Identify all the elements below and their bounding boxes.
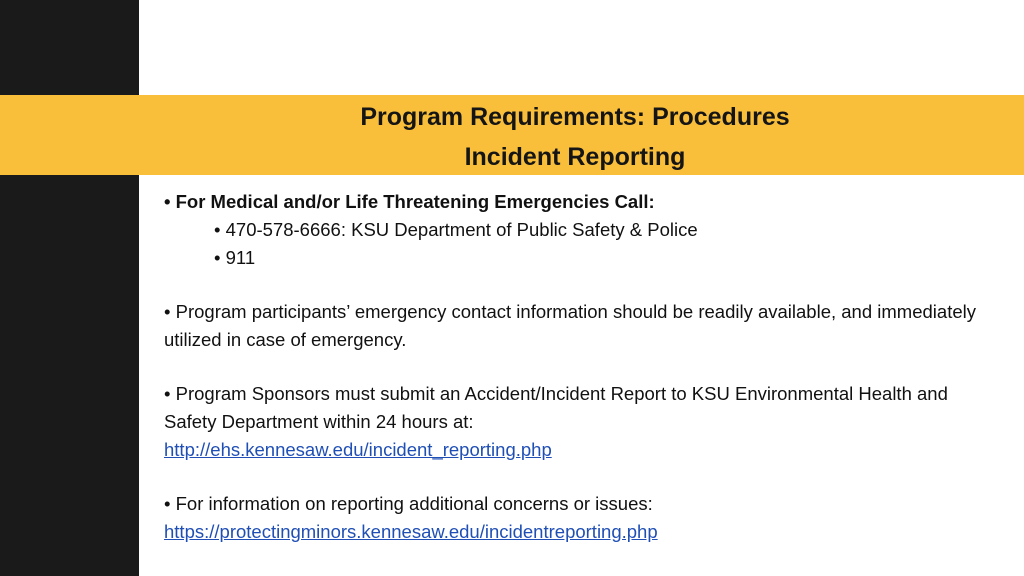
protecting-minors-link[interactable]: https://protectingminors.kennesaw.edu/incidentreporting.php: [164, 521, 658, 542]
slide-title: [139, 97, 1011, 177]
contact-info-paragraph: • Program participants’ emergency contact information should be readily available, and immediately utilized in case of emergency.: [164, 301, 976, 350]
emergency-item-ksu-police: • 470-578-6666: KSU Department of Public Safety & Police: [214, 219, 698, 240]
emergency-item-911: • 911: [214, 247, 256, 268]
ehs-incident-link[interactable]: http://ehs.kennesaw.edu/incident_reporting.php: [164, 439, 552, 460]
additional-info-paragraph: • For information on reporting additional concerns or issues:: [164, 493, 653, 514]
spacer: [164, 354, 1004, 380]
spacer: [164, 464, 1004, 490]
spacer: [164, 272, 1004, 298]
sponsor-report-paragraph: • Program Sponsors must submit an Accident/Incident Report to KSU Environmental Health and Safety Department within 24 hours at:: [164, 383, 948, 432]
slide-content: [164, 188, 1004, 546]
emergency-heading: • For Medical and/or Life Threatening Emergencies Call:: [164, 191, 655, 212]
title-line-1: Program Requirements: Procedures: [360, 103, 790, 131]
title-line-2: Incident Reporting: [464, 143, 686, 171]
left-decorative-bar: [0, 0, 139, 576]
